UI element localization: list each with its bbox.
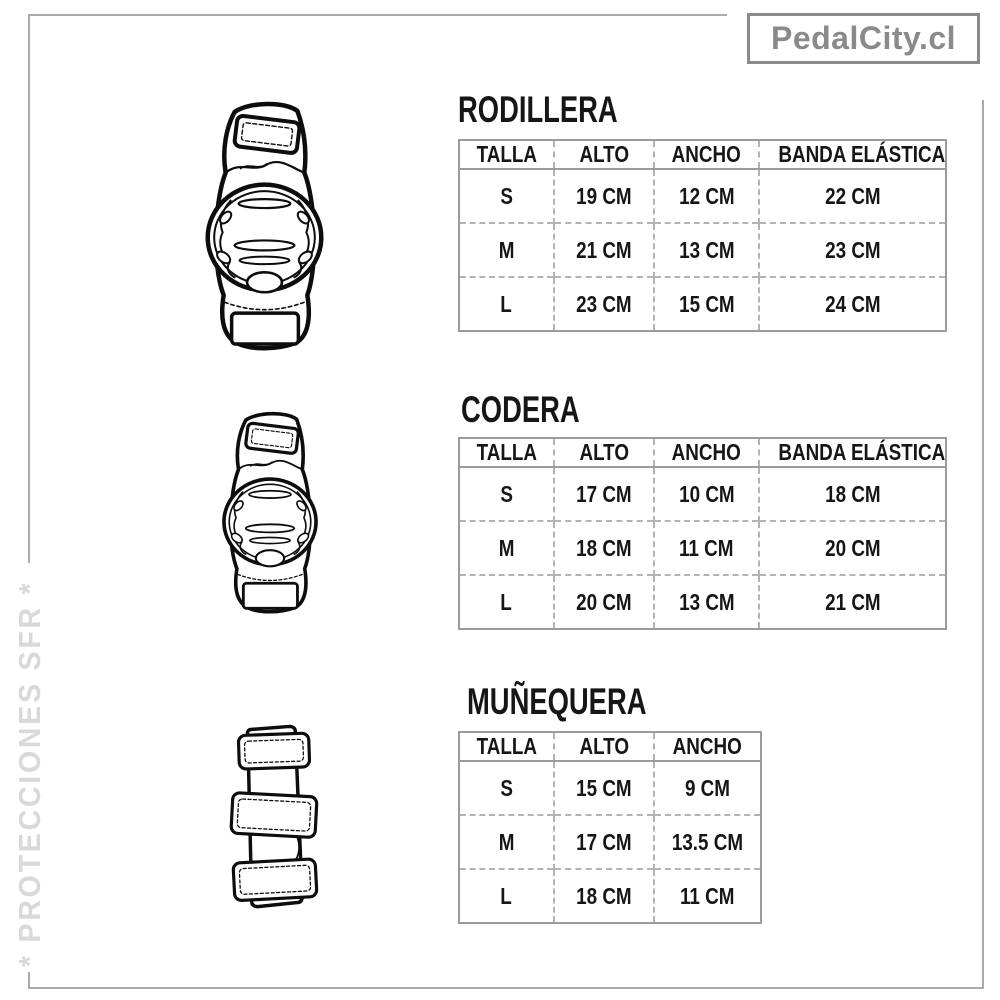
- codera-size-table: [458, 437, 947, 630]
- size-cell: 13 CM: [654, 575, 759, 629]
- column-header: ANCHO: [654, 732, 761, 761]
- column-header: ALTO: [554, 140, 654, 169]
- size-cell: 18 CM: [554, 521, 654, 575]
- size-cell: M: [459, 521, 554, 575]
- size-cell: 10 CM: [654, 467, 759, 521]
- size-cell: 13.5 CM: [654, 815, 761, 869]
- column-header: ANCHO: [654, 438, 759, 467]
- size-cell: 17 CM: [554, 467, 654, 521]
- wrist-guard-illustration: [224, 722, 323, 913]
- size-cell: 20 CM: [554, 575, 654, 629]
- size-cell: 23 CM: [554, 277, 654, 331]
- rodillera-size-table: [458, 139, 947, 332]
- size-cell: 24 CM: [759, 277, 946, 331]
- size-cell: S: [500, 774, 513, 801]
- size-row: [459, 575, 946, 629]
- size-cell: 23 CM: [759, 223, 946, 277]
- column-header: BANDA ELÁSTICA: [759, 438, 946, 467]
- column-header: TALLA: [459, 438, 554, 467]
- frame-border-top: [28, 14, 727, 16]
- size-cell: L: [459, 869, 554, 923]
- munequera-size-table: [458, 731, 762, 924]
- size-cell: 15 CM: [554, 761, 654, 815]
- size-cell: 18 CM: [554, 869, 654, 923]
- size-cell: M: [459, 815, 554, 869]
- size-row: [459, 761, 761, 815]
- column-header: ALTO: [554, 732, 654, 761]
- size-cell: 17 CM: [554, 815, 654, 869]
- section-title-codera: CODERA: [461, 389, 580, 430]
- size-cell: S: [500, 480, 513, 507]
- size-cell: M: [459, 223, 554, 277]
- watermark-text: * PROTECCIONES SFR *: [12, 580, 47, 967]
- size-cell: 20 CM: [759, 521, 946, 575]
- size-cell: 21 CM: [554, 223, 654, 277]
- column-header: TALLA: [459, 140, 554, 169]
- size-cell: 21 CM: [759, 575, 946, 629]
- size-row: [459, 223, 946, 277]
- logo-text: PedalCity.cl: [770, 20, 957, 56]
- size-row: [459, 815, 761, 869]
- size-cell: 11 CM: [654, 521, 759, 575]
- elbow-pad-illustration: [213, 408, 327, 618]
- size-cell: 9 CM: [654, 761, 761, 815]
- header-row: [459, 140, 946, 169]
- logo: [747, 13, 980, 64]
- size-row: [459, 869, 761, 923]
- size-cell: 22 CM: [759, 169, 946, 223]
- size-cell: 18 CM: [759, 467, 946, 521]
- size-cell: 11 CM: [654, 869, 761, 923]
- column-header: ANCHO: [654, 140, 759, 169]
- size-row: [459, 169, 946, 223]
- size-cell: 19 CM: [554, 169, 654, 223]
- section-title-rodillera: RODILLERA: [458, 89, 618, 130]
- frame-border-right: [982, 100, 984, 989]
- size-cell: L: [459, 277, 554, 331]
- size-cell: 13 CM: [654, 223, 759, 277]
- frame-border-bottom: [28, 987, 984, 989]
- size-cell: S: [500, 182, 513, 209]
- size-row: [459, 521, 946, 575]
- knee-pad-illustration: [194, 97, 335, 356]
- column-header: BANDA ELÁSTICA: [759, 140, 946, 169]
- header-row: [459, 732, 761, 761]
- size-cell: 15 CM: [654, 277, 759, 331]
- size-row: [459, 277, 946, 331]
- size-row: [459, 467, 946, 521]
- frame-border-left-upper: [28, 14, 30, 563]
- header-row: [459, 438, 946, 467]
- size-cell: L: [459, 575, 554, 629]
- column-header: TALLA: [459, 732, 554, 761]
- column-header: ALTO: [554, 438, 654, 467]
- section-title-munequera: MUÑEQUERA: [467, 681, 647, 722]
- size-cell: 12 CM: [654, 169, 759, 223]
